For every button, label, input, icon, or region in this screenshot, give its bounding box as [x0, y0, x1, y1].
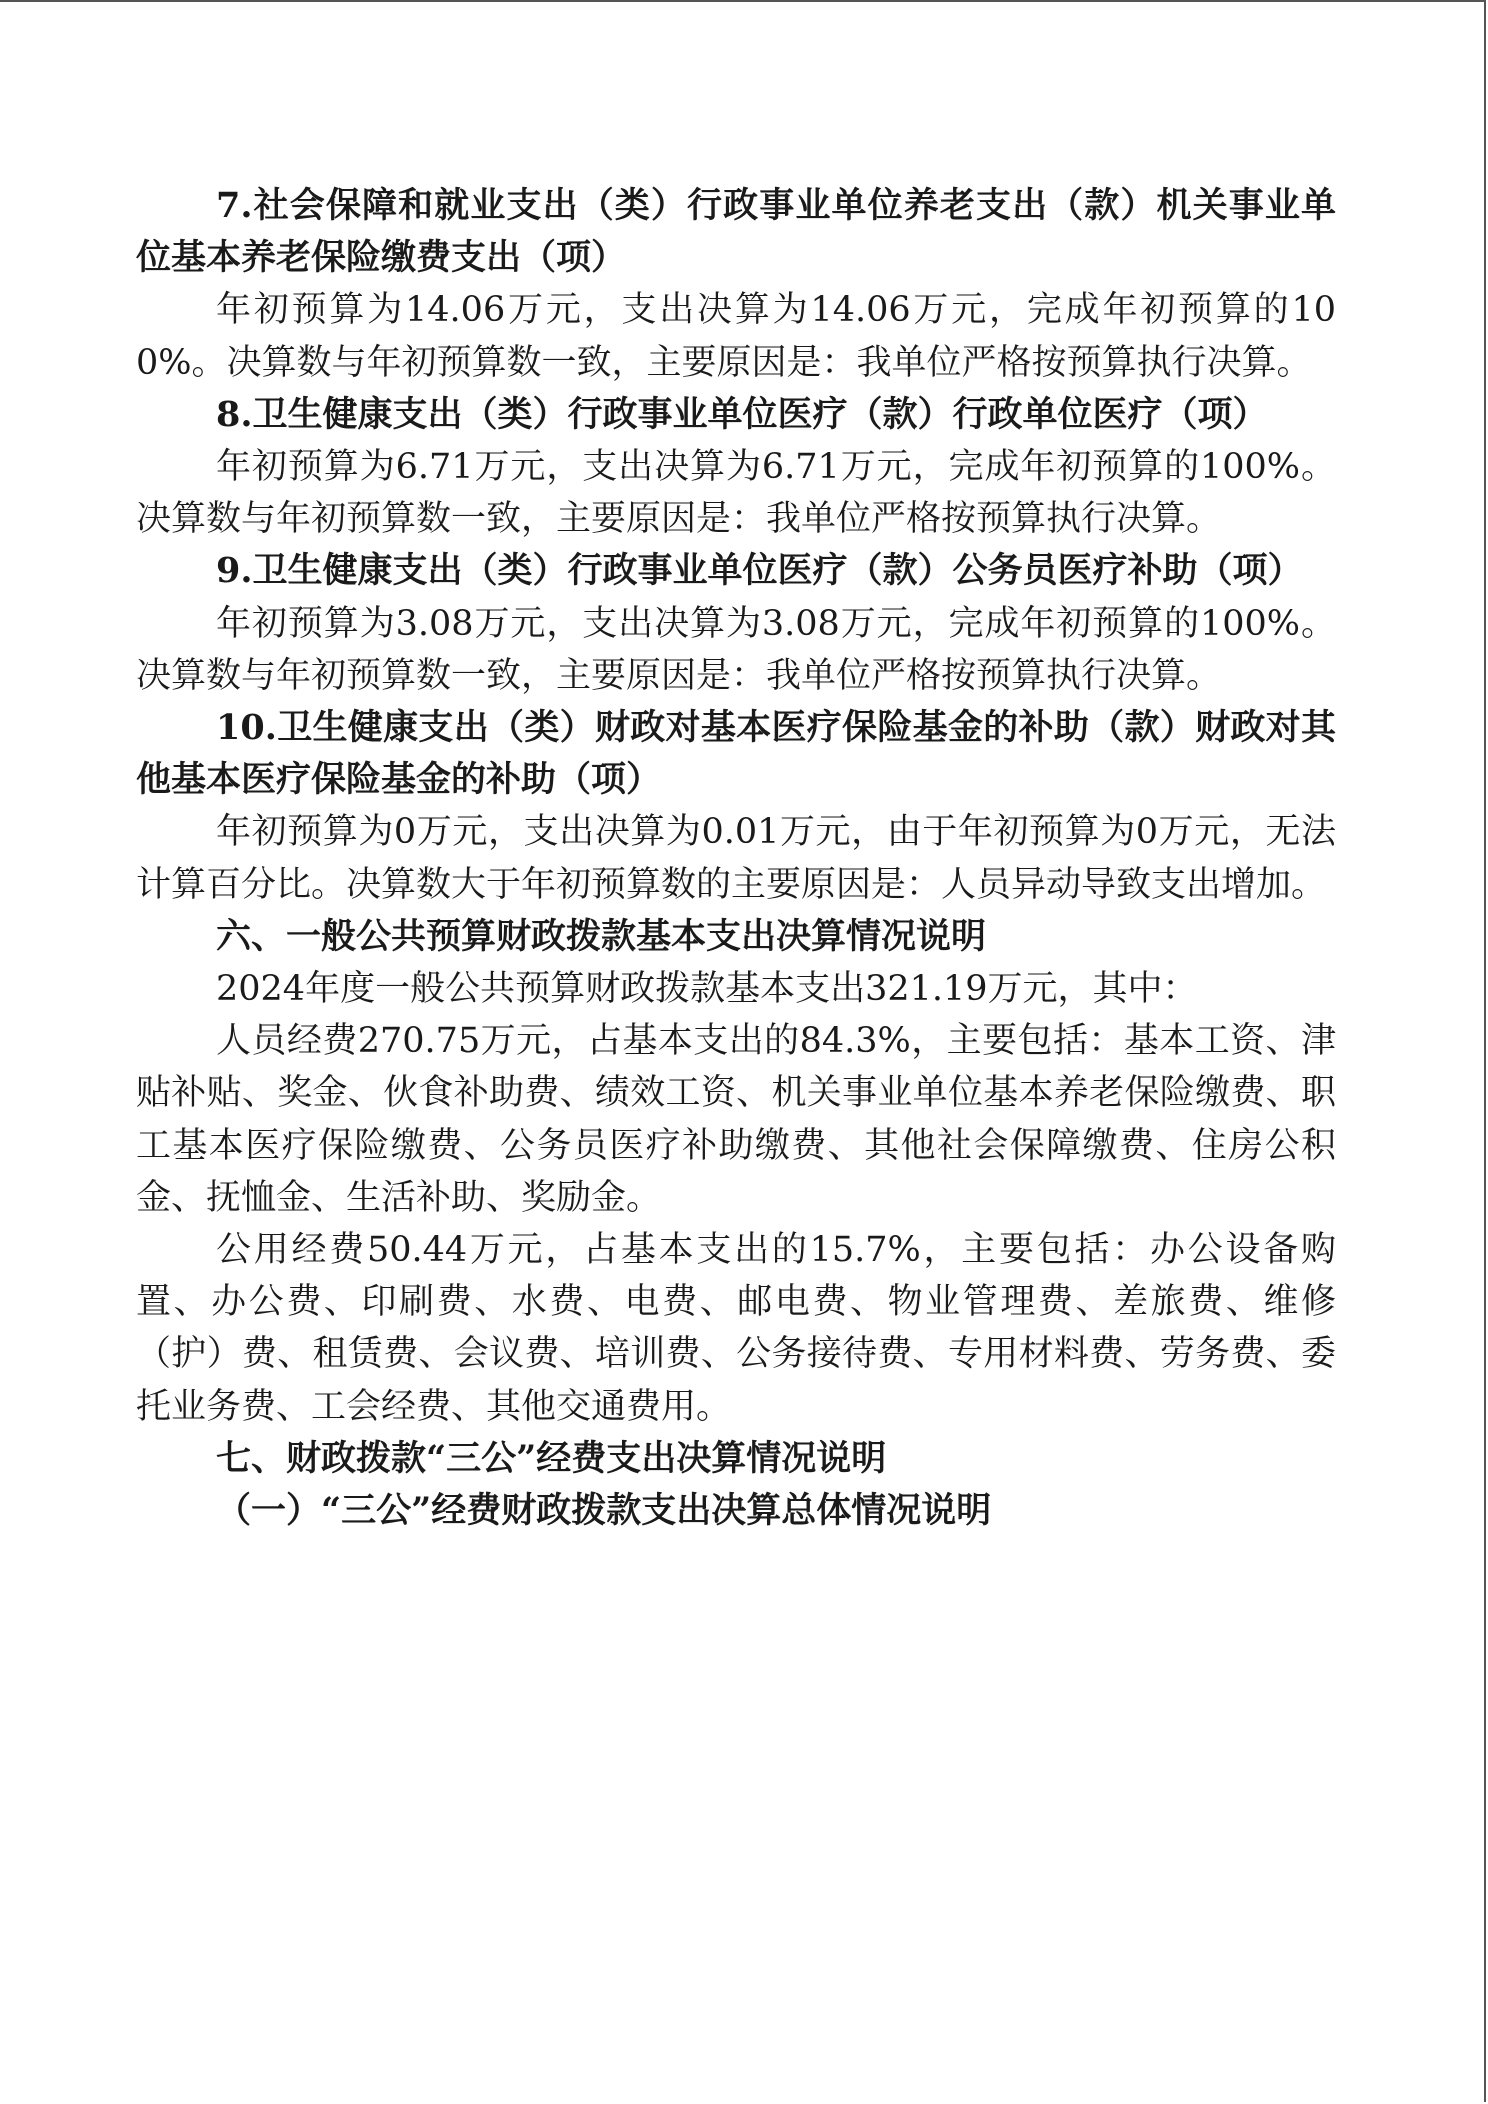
section-body-8: 年初预算为6.71万元，支出决算为6.71万元，完成年初预算的100%。决算数与年初预算数一致，主要原因是：我单位严格按预算执行决算。: [136, 447, 1336, 540]
public-expenses-paragraph: 公用经费50.44万元，占基本支出的15.7%，主要包括：办公设备购置、办公费、印刷费、水费、电费、邮电费、物业管理费、差旅费、维修（护）费、租赁费、会议费、培训费、公务接待费、专用材料费、劳务费、委托业务费、工会经费、其他交通费用。: [136, 1230, 1336, 1427]
document-body: [136, 180, 1336, 1537]
chapter-heading-6: 六、一般公共预算财政拨款基本支出决算情况说明: [216, 915, 987, 957]
chapter-heading-7: 七、财政拨款“三公”经费支出决算情况说明: [216, 1437, 887, 1479]
section-heading-7: 7.社会保障和就业支出（类）行政事业单位养老支出（款）机关事业单位基本养老保险缴费支出（项）: [136, 185, 1336, 279]
section-body-9: 年初预算为3.08万元，支出决算为3.08万元，完成年初预算的100%。决算数与年初预算数一致，主要原因是：我单位严格按预算执行决算。: [136, 603, 1336, 696]
personnel-expenses-paragraph: 人员经费270.75万元，占基本支出的84.3%，主要包括：基本工资、津贴补贴、奖金、伙食补助费、绩效工资、机关事业单位基本养老保险缴费、职工基本医疗保险缴费、公务员医疗补助缴费、其他社会保障缴费、住房公积金、抚恤金、生活补助、奖励金。: [136, 1021, 1336, 1218]
section-body-10: 年初预算为0万元，支出决算为0.01万元，由于年初预算为0万元，无法计算百分比。决算数大于年初预算数的主要原因是：人员异动导致支出增加。: [136, 812, 1336, 905]
section-body-7: 年初预算为14.06万元，支出决算为14.06万元，完成年初预算的100%。决算数与年初预算数一致，主要原因是：我单位严格按预算执行决算。: [136, 290, 1336, 383]
section-heading-8: 8.卫生健康支出（类）行政事业单位医疗（款）行政单位医疗（项）: [216, 393, 1268, 435]
subsection-heading-1: （一）“三公”经费财政拨款支出决算总体情况说明: [216, 1490, 992, 1532]
section-heading-9: 9.卫生健康支出（类）行政事业单位医疗（款）公务员医疗补助（项）: [216, 550, 1303, 592]
section-heading-10: 10.卫生健康支出（类）财政对基本医疗保险基金的补助（款）财政对其他基本医疗保险基金的补助（项）: [136, 707, 1336, 801]
basic-expenditure-summary: 2024年度一般公共预算财政拨款基本支出321.19万元，其中：: [216, 969, 1198, 1010]
